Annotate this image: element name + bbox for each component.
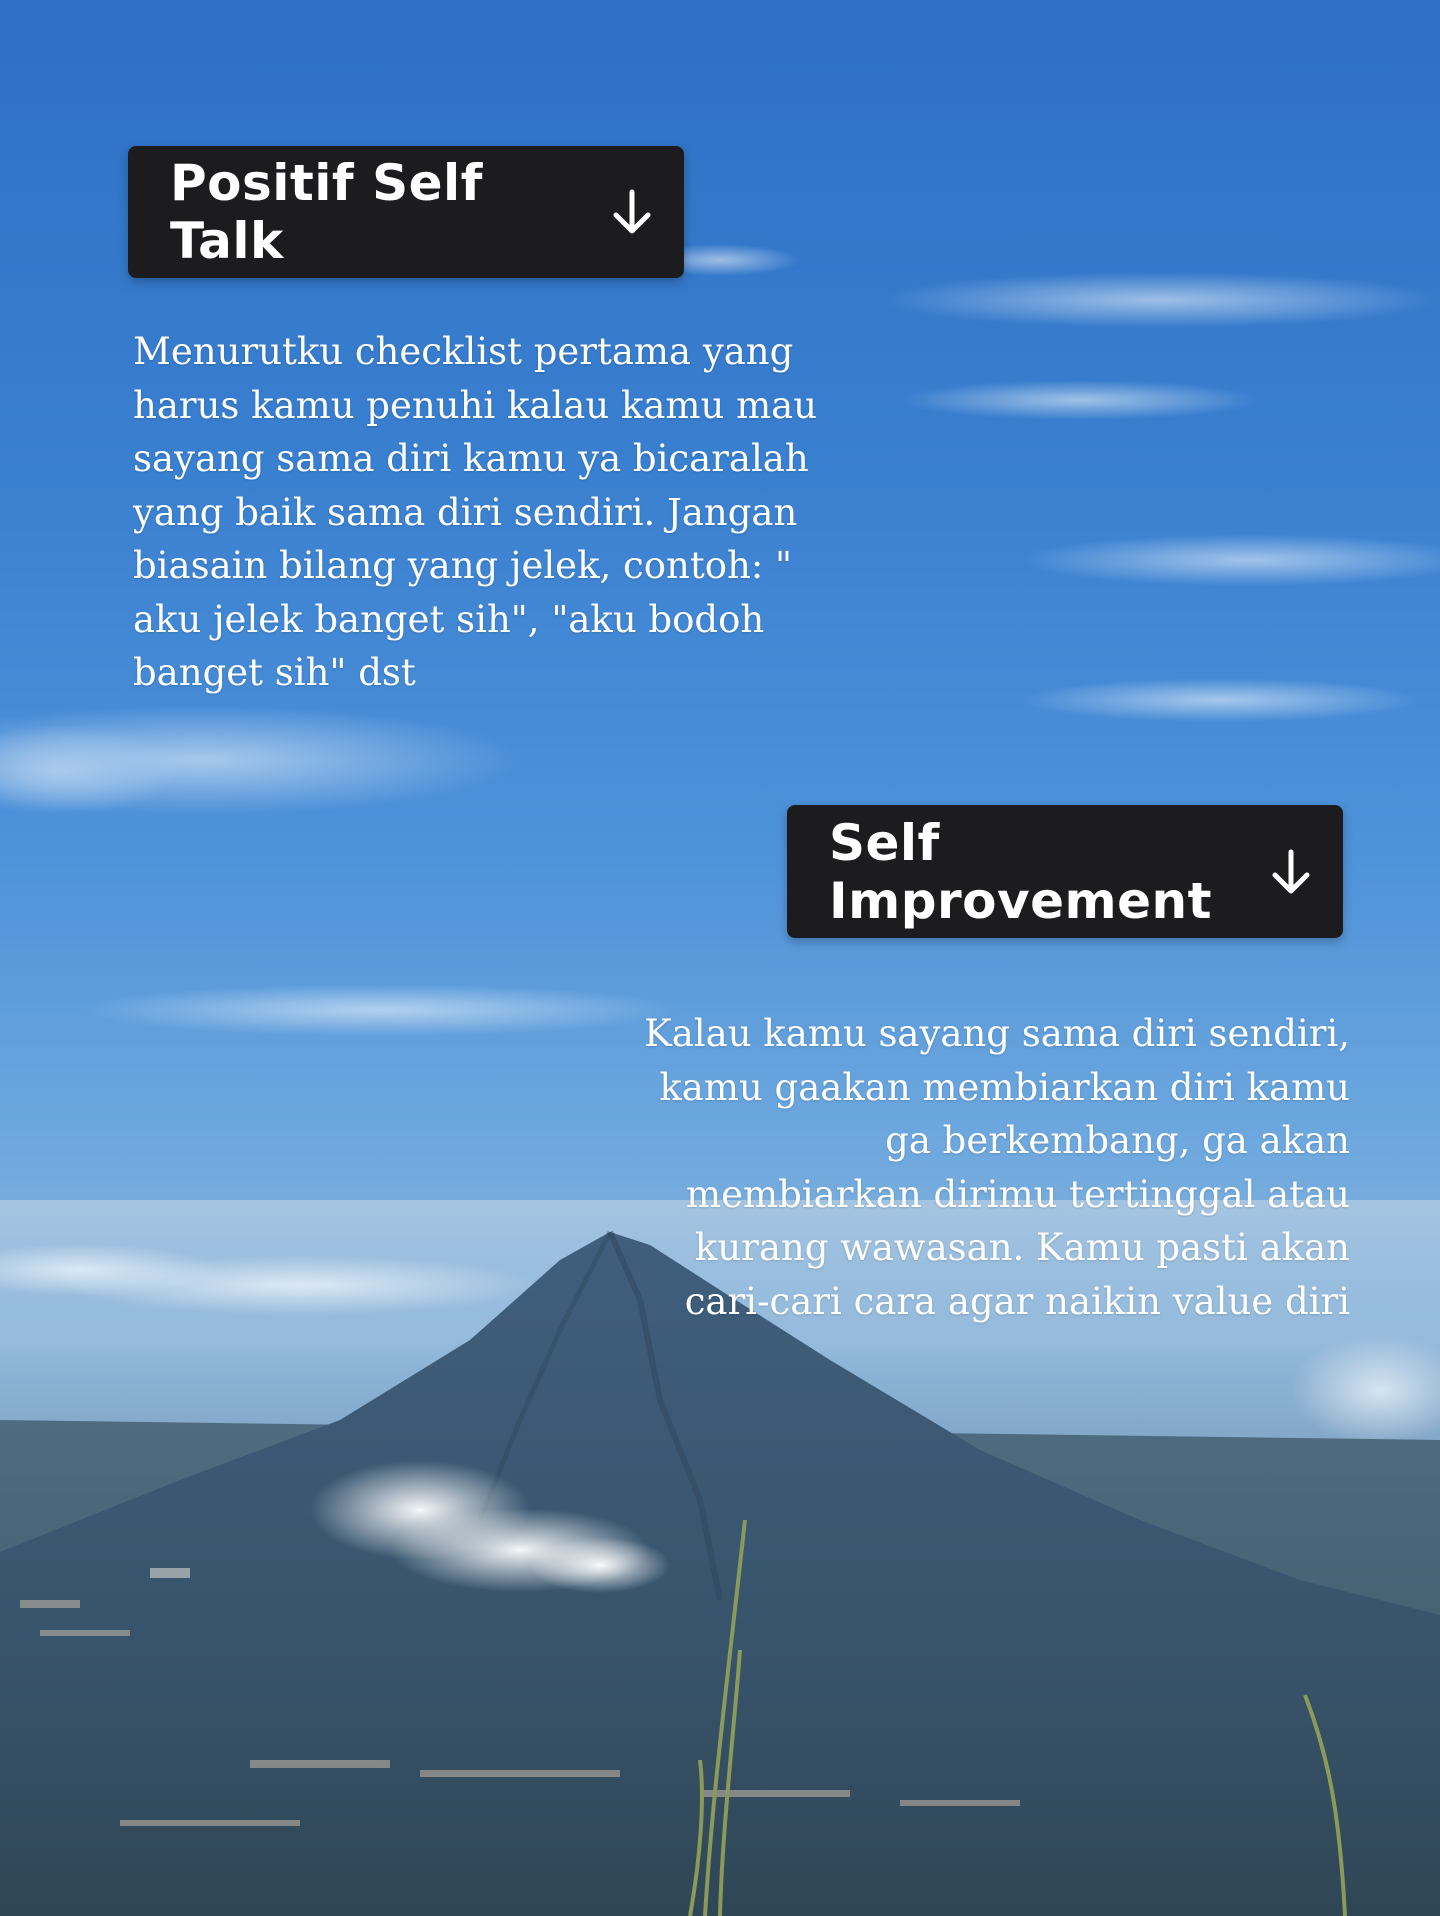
arrow-down-icon bbox=[610, 188, 654, 236]
arrow-down-icon bbox=[1269, 848, 1313, 896]
heading-label: Self Improvement bbox=[829, 813, 1213, 930]
section-heading-positif-self-talk[interactable] bbox=[128, 146, 684, 278]
section-heading-self-improvement[interactable] bbox=[787, 805, 1343, 938]
heading-label: Positif Self Talk bbox=[170, 154, 483, 270]
section-body-self-improvement: Kalau kamu sayang sama diri sendiri, kamu gaakan membiarkan diri kamu ga berkembang, ga akan membiarkan dirimu tertinggal atau kurang wawasan. Kamu pasti akan cari-cari cara agar naikin value diri bbox=[644, 1012, 1350, 1323]
section-body-positif-self-talk: Menurutku checklist pertama yang harus kamu penuhi kalau kamu mau sayang sama diri kamu ya bicaralah yang baik sama diri sendiri. Jangan biasain bilang yang jelek, contoh: " aku jelek banget sih", "aku bodoh banget sih" dst bbox=[133, 330, 818, 694]
